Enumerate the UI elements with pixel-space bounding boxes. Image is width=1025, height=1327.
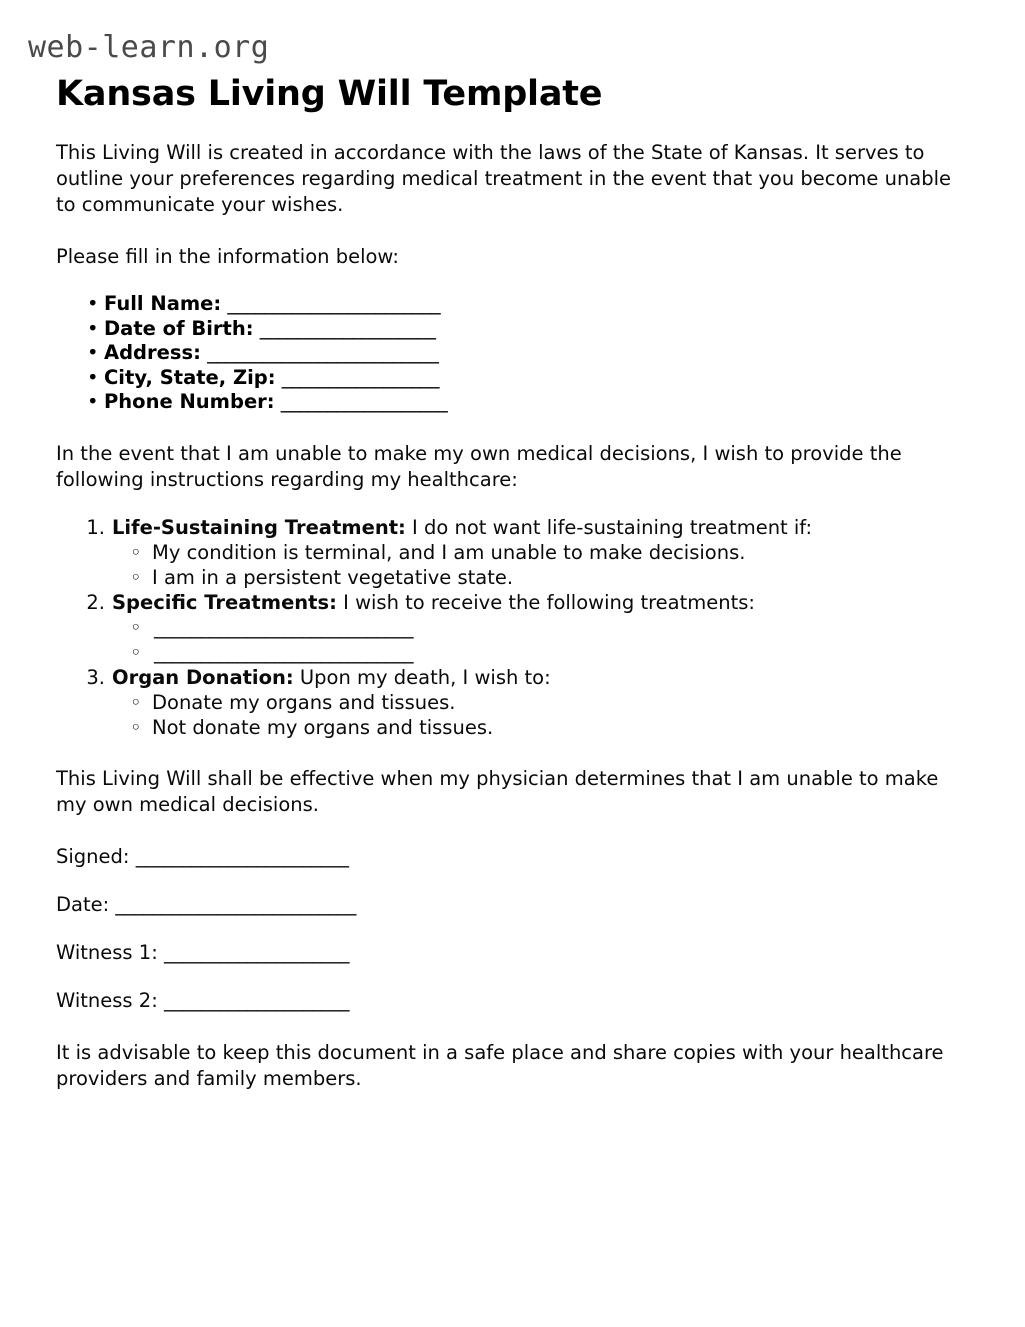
document-body bbox=[56, 140, 972, 1092]
spacer bbox=[56, 270, 972, 292]
instruction-text: Upon my death, I wish to: bbox=[293, 665, 551, 689]
spacer bbox=[56, 870, 972, 892]
field-blank[interactable]: _________________________ bbox=[207, 341, 439, 364]
list-item bbox=[56, 665, 972, 740]
list-item bbox=[112, 615, 972, 640]
date-blank[interactable]: __________________________ bbox=[115, 892, 356, 916]
field-blank[interactable]: ___________________ bbox=[259, 316, 436, 340]
instruction-text: I wish to receive the following treatments: bbox=[336, 590, 756, 614]
date-label: Date: bbox=[56, 892, 110, 916]
field-label: Date of Birth: bbox=[104, 316, 254, 340]
spacer bbox=[56, 966, 972, 988]
witness-1-line bbox=[56, 940, 972, 966]
witness-1-label: Witness 1: bbox=[56, 940, 158, 964]
field-label: Address: bbox=[104, 341, 201, 364]
signed-line bbox=[56, 844, 972, 870]
field-label: Phone Number: bbox=[104, 390, 275, 413]
witness-2-line bbox=[56, 988, 972, 1014]
spacer bbox=[56, 493, 972, 515]
intro-paragraph: This Living Will is created in accordance with the laws of the State of Kansas. It serves to outline your preferences regarding medical treatment in the event that you become unable to communicate your wishes. bbox=[56, 141, 952, 216]
list-item bbox=[56, 292, 972, 317]
date-line bbox=[56, 892, 972, 918]
subitems-list bbox=[112, 540, 972, 590]
signed-label: Signed: bbox=[56, 844, 130, 868]
fill-prompt: Please fill in the information below: bbox=[56, 245, 399, 268]
page-title: Kansas Living Will Template bbox=[56, 74, 603, 114]
subitem-blank[interactable]: ____________________________ bbox=[154, 615, 413, 639]
instruction-label: Organ Donation: bbox=[112, 665, 294, 689]
witness-2-blank[interactable]: ____________________ bbox=[163, 988, 349, 1012]
subitems-list bbox=[112, 615, 972, 665]
subitem-text: Donate my organs and tissues. bbox=[152, 690, 456, 714]
subitem-blank[interactable]: ____________________________ bbox=[154, 640, 413, 664]
field-blank[interactable]: __________________ bbox=[280, 390, 448, 413]
list-item bbox=[56, 366, 972, 391]
instructions-intro: In the event that I am unable to make my own medical decisions, I wish to provide the following instructions regarding my healthcare: bbox=[56, 441, 902, 491]
list-item bbox=[112, 715, 972, 740]
site-logo: web-learn.org bbox=[28, 30, 270, 65]
instruction-text: I do not want life-sustaining treatment if: bbox=[405, 515, 813, 539]
list-item bbox=[112, 565, 972, 590]
instructions-list bbox=[56, 515, 972, 740]
spacer bbox=[56, 918, 972, 940]
subitem-text: Not donate my organs and tissues. bbox=[152, 715, 494, 739]
list-item bbox=[112, 640, 972, 665]
list-item bbox=[56, 590, 972, 665]
list-item bbox=[112, 540, 972, 565]
list-item bbox=[56, 341, 972, 366]
instruction-label: Specific Treatments: bbox=[112, 590, 337, 614]
spacer bbox=[56, 740, 972, 766]
field-blank[interactable]: _________________ bbox=[281, 365, 440, 389]
personal-fields-list bbox=[56, 292, 972, 415]
list-item bbox=[112, 690, 972, 715]
field-label: City, State, Zip: bbox=[104, 365, 276, 389]
list-item bbox=[56, 317, 972, 342]
spacer bbox=[56, 415, 972, 441]
field-label: Full Name: bbox=[104, 292, 222, 315]
witness-2-label: Witness 2: bbox=[56, 988, 158, 1012]
subitem-text: I am in a persistent vegetative state. bbox=[152, 565, 514, 589]
closing-note: It is advisable to keep this document in a safe place and share copies with your healthcare providers and family members. bbox=[56, 1040, 944, 1090]
spacer bbox=[56, 218, 972, 244]
subitem-text: My condition is terminal, and I am unable to make decisions. bbox=[152, 540, 746, 564]
list-item bbox=[56, 515, 972, 590]
spacer bbox=[56, 818, 972, 844]
signed-blank[interactable]: _______________________ bbox=[135, 844, 349, 868]
subitems-list bbox=[112, 690, 972, 740]
effective-clause: This Living Will shall be effective when my physician determines that I am unable to make my own medical decisions. bbox=[56, 766, 939, 816]
list-item bbox=[56, 390, 972, 415]
field-blank[interactable]: _______________________ bbox=[227, 292, 441, 315]
witness-1-blank[interactable]: ____________________ bbox=[163, 940, 349, 964]
spacer bbox=[56, 1014, 972, 1040]
instruction-label: Life-Sustaining Treatment: bbox=[112, 515, 406, 539]
